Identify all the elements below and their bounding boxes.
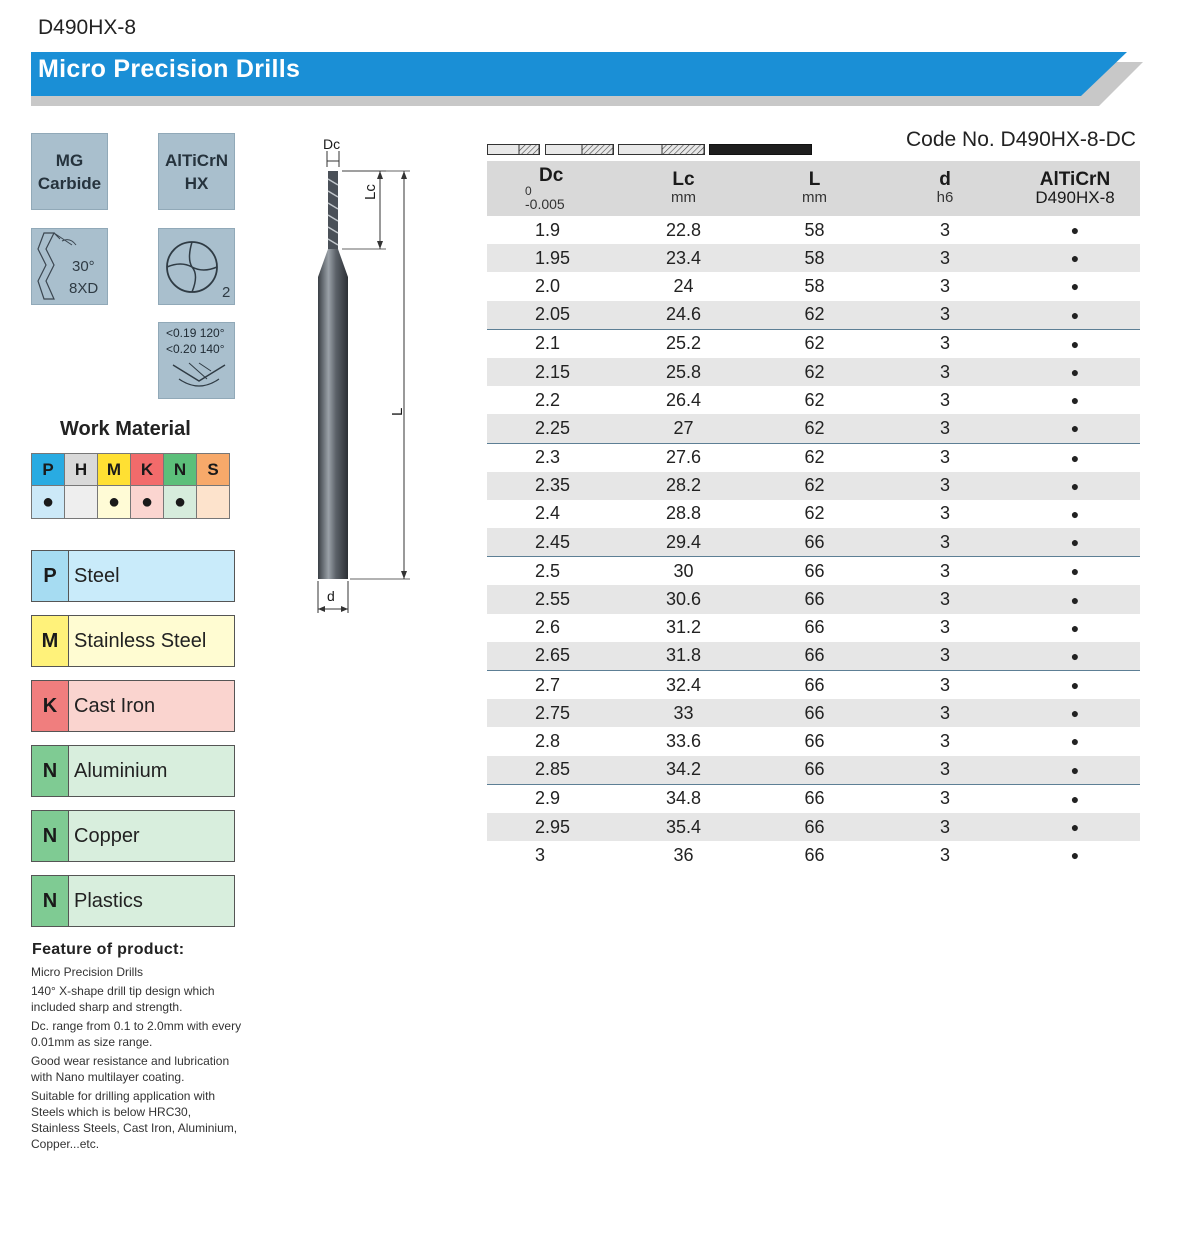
cell-lc: 28.2 (665, 475, 702, 496)
header-dc-tol-upper: 0 (525, 183, 532, 198)
table-row (487, 642, 1140, 671)
cell-dc: 2.8 (535, 730, 561, 751)
work-material-grid (31, 453, 230, 519)
cell-l: 62 (804, 447, 825, 468)
material-code: N (32, 746, 69, 796)
cell-dc: 2.95 (535, 816, 571, 837)
cell-availability: ● (1070, 534, 1080, 551)
cell-availability: ● (1070, 733, 1080, 750)
cell-d: 3 (939, 730, 950, 751)
coating-badge (158, 133, 235, 210)
cell-d: 3 (939, 447, 950, 468)
point-angle-icon (159, 357, 234, 399)
helix-angle-badge (31, 228, 108, 305)
cell-availability: ● (1070, 420, 1080, 437)
material-code: M (32, 616, 69, 666)
wm-code-n: N (164, 454, 197, 486)
cell-l: 58 (804, 219, 825, 240)
cell-availability: ● (1070, 278, 1080, 295)
cell-l: 62 (804, 389, 825, 410)
dim-label-d: d (327, 588, 335, 604)
header-l-label: L (808, 169, 821, 190)
table-row (487, 386, 1140, 414)
table-row (487, 472, 1140, 500)
header-lc-unit: mm (671, 189, 696, 206)
cell-d: 3 (939, 788, 950, 809)
cell-lc: 23.4 (665, 247, 702, 268)
wm-code-p: P (32, 454, 65, 486)
cell-lc: 34.2 (665, 759, 702, 780)
cell-lc: 34.8 (665, 788, 702, 809)
length-ratio-text: 8XD (69, 280, 99, 297)
cell-lc: 24.6 (665, 304, 702, 325)
cell-l: 66 (804, 531, 825, 552)
cell-availability: ● (1070, 449, 1080, 466)
cell-availability: ● (1070, 250, 1080, 267)
cell-dc: 2.45 (535, 531, 571, 552)
table-row (487, 756, 1140, 785)
header-lc-label: Lc (672, 169, 695, 190)
cell-availability: ● (1070, 563, 1080, 580)
cell-lc: 25.2 (665, 333, 702, 354)
material-code: K (32, 681, 69, 731)
cell-dc: 2.85 (535, 759, 571, 780)
table-row (487, 727, 1140, 755)
header-dc-label: Dc (539, 164, 564, 186)
flute-count-badge (158, 228, 235, 305)
cell-l: 62 (804, 333, 825, 354)
cell-lc: 31.2 (665, 617, 702, 638)
wm-mark-p: ● (32, 486, 65, 519)
cell-l: 62 (804, 475, 825, 496)
cell-lc: 27.6 (665, 447, 702, 468)
cell-availability: ● (1070, 335, 1080, 352)
cell-l: 62 (804, 503, 825, 524)
tolerance-120-text: <0.19 120° (166, 326, 225, 340)
cell-d: 3 (939, 333, 950, 354)
cell-d: 3 (939, 503, 950, 524)
cell-dc: 2.05 (535, 304, 571, 325)
point-angle-badge (158, 322, 235, 399)
tolerance-140-text: <0.20 140° (166, 342, 225, 356)
header-dc (487, 161, 618, 216)
wm-code-m: M (98, 454, 131, 486)
material-legend-aluminium (31, 745, 235, 797)
table-row (487, 414, 1140, 443)
cell-availability: ● (1070, 222, 1080, 239)
cell-l: 62 (804, 417, 825, 438)
page-title: Micro Precision Drills (38, 55, 301, 83)
dim-label-dc: Dc (323, 136, 341, 152)
header-d-unit: h6 (936, 189, 954, 206)
cell-d: 3 (939, 361, 950, 382)
cell-availability: ● (1070, 505, 1080, 522)
feature-title: Feature of product: (32, 941, 185, 958)
feature-list (31, 964, 243, 1155)
wm-mark-m: ● (98, 486, 131, 519)
table-row (487, 813, 1140, 841)
cell-dc: 2.4 (535, 503, 561, 524)
header-d (880, 161, 1010, 216)
cell-availability: ● (1070, 306, 1080, 323)
cell-l: 66 (804, 730, 825, 751)
feature-item: 140° X-shape drill tip design which included sharp and strength. (31, 984, 215, 1014)
cell-l: 66 (804, 589, 825, 610)
cell-l: 66 (804, 702, 825, 723)
cell-lc: 26.4 (665, 389, 702, 410)
table-row (487, 671, 1140, 699)
cell-l: 62 (804, 304, 825, 325)
feature-item: Suitable for drilling application with Steels which is below HRC30, Stainless Steels, Cast Iron, Aluminium, Copper...etc. (31, 1089, 238, 1151)
material-legend-plastics (31, 875, 235, 927)
material-code: P (32, 551, 69, 601)
cell-dc: 2.1 (535, 333, 561, 354)
badge-coating-line2: HX (184, 173, 209, 193)
cell-lc: 27 (673, 417, 694, 438)
cell-l: 66 (804, 674, 825, 695)
cell-availability: ● (1070, 392, 1080, 409)
table-row (487, 244, 1140, 272)
cell-l: 66 (804, 788, 825, 809)
cell-lc: 30 (673, 560, 694, 581)
cell-availability: ● (1070, 790, 1080, 807)
wm-code-k: K (131, 454, 164, 486)
cell-availability: ● (1070, 847, 1080, 864)
table-header (487, 161, 1140, 216)
cell-d: 3 (939, 702, 950, 723)
cell-l: 66 (804, 816, 825, 837)
material-name: Plastics (74, 889, 143, 912)
cell-lc: 24 (673, 275, 694, 296)
cell-l: 66 (804, 560, 825, 581)
table-row (487, 272, 1140, 300)
cell-availability: ● (1070, 591, 1080, 608)
cell-lc: 31.8 (665, 645, 702, 666)
cell-availability: ● (1070, 761, 1080, 778)
header-coating-model: D490HX-8 (1035, 188, 1115, 207)
cell-l: 58 (804, 247, 825, 268)
dim-label-l: L (389, 407, 406, 416)
table-row (487, 699, 1140, 727)
cell-availability: ● (1070, 705, 1080, 722)
cell-d: 3 (939, 617, 950, 638)
cell-lc: 30.6 (665, 589, 702, 610)
feature-item: Good wear resistance and lubrication with Nano multilayer coating. (31, 1054, 230, 1084)
helix-angle-text: 30° (72, 258, 95, 275)
size-table (487, 161, 1140, 869)
cell-dc: 2.0 (535, 275, 561, 296)
work-material-marks (32, 486, 230, 519)
wm-mark-h (65, 486, 98, 519)
table-row (487, 444, 1140, 472)
carbide-badge (31, 133, 108, 210)
cell-d: 3 (939, 219, 950, 240)
badge-coating-line1: AlTiCrN (165, 150, 228, 170)
cell-l: 66 (804, 844, 825, 865)
cell-availability: ● (1070, 677, 1080, 694)
material-legend-copper (31, 810, 235, 862)
cell-d: 3 (939, 275, 950, 296)
cell-d: 3 (939, 645, 950, 666)
material-name: Stainless Steel (74, 629, 207, 652)
cell-dc: 2.5 (535, 560, 561, 581)
material-name: Aluminium (74, 759, 168, 782)
shank-type-icons (487, 143, 812, 157)
table-row (487, 785, 1140, 813)
cell-dc: 2.65 (535, 645, 571, 666)
cell-dc: 2.35 (535, 475, 571, 496)
cell-lc: 36 (673, 844, 694, 865)
cell-lc: 33 (673, 702, 694, 723)
cell-l: 66 (804, 617, 825, 638)
cell-dc: 2.55 (535, 589, 571, 610)
cell-dc: 1.95 (535, 247, 571, 268)
cell-d: 3 (939, 417, 950, 438)
cell-availability: ● (1070, 647, 1080, 664)
drill-drawing (300, 135, 430, 615)
cell-d: 3 (939, 560, 950, 581)
cell-l: 62 (804, 361, 825, 382)
cell-d: 3 (939, 389, 950, 410)
cell-l: 58 (804, 275, 825, 296)
cell-d: 3 (939, 531, 950, 552)
model-code: D490HX-8 (38, 16, 137, 39)
cell-dc: 1.9 (535, 219, 561, 240)
header-l-unit: mm (802, 189, 827, 206)
material-code: N (32, 811, 69, 861)
cell-dc: 2.9 (535, 788, 561, 809)
cell-dc: 2.75 (535, 702, 571, 723)
header-coating-label: AlTiCrN (1039, 169, 1111, 190)
table-row (487, 841, 1140, 869)
header-dc-tol-lower: -0.005 (525, 195, 565, 212)
material-legend-cast-iron (31, 680, 235, 732)
cell-dc: 2.25 (535, 417, 571, 438)
badge-material-line1: MG (55, 150, 84, 170)
material-name: Steel (74, 564, 120, 587)
cell-lc: 25.8 (665, 361, 702, 382)
header-l (749, 161, 880, 216)
material-code: N (32, 876, 69, 926)
badge-material-line2: Carbide (37, 173, 102, 193)
table-row (487, 528, 1140, 557)
header-d-label: d (939, 169, 951, 190)
table-body (487, 216, 1140, 869)
cell-d: 3 (939, 589, 950, 610)
table-row (487, 614, 1140, 642)
table-row (487, 585, 1140, 613)
cell-d: 3 (939, 475, 950, 496)
cell-availability: ● (1070, 364, 1080, 381)
cell-dc: 2.2 (535, 389, 561, 410)
cell-availability: ● (1070, 477, 1080, 494)
cell-l: 66 (804, 645, 825, 666)
wm-code-h: H (65, 454, 98, 486)
cell-lc: 22.8 (665, 219, 702, 240)
table-row (487, 557, 1140, 585)
cell-l: 66 (804, 759, 825, 780)
table-row (487, 500, 1140, 528)
material-legend-steel (31, 550, 235, 602)
cell-dc: 3 (535, 844, 546, 865)
cell-d: 3 (939, 304, 950, 325)
work-material-codes (32, 454, 230, 486)
wm-code-s: S (197, 454, 230, 486)
header-lc (618, 161, 749, 216)
cell-lc: 35.4 (665, 816, 702, 837)
cell-availability: ● (1070, 819, 1080, 836)
cell-dc: 2.6 (535, 617, 561, 638)
cell-dc: 2.7 (535, 674, 561, 695)
material-legend-stainless-steel (31, 615, 235, 667)
table-row (487, 301, 1140, 330)
cell-d: 3 (939, 674, 950, 695)
cell-dc: 2.15 (535, 361, 571, 382)
cell-lc: 29.4 (665, 531, 702, 552)
table-row (487, 330, 1140, 358)
material-name: Copper (74, 824, 140, 847)
flute-count-text: 2 (222, 284, 231, 301)
code-number: Code No. D490HX-8-DC (906, 128, 1136, 151)
cell-d: 3 (939, 844, 950, 865)
feature-item: Micro Precision Drills (31, 965, 144, 979)
cell-dc: 2.3 (535, 447, 561, 468)
cell-d: 3 (939, 816, 950, 837)
wm-mark-k: ● (131, 486, 164, 519)
cell-lc: 33.6 (665, 730, 702, 751)
cell-lc: 28.8 (665, 503, 702, 524)
cell-availability: ● (1070, 619, 1080, 636)
wm-mark-s (197, 486, 230, 519)
feature-item: Dc. range from 0.1 to 2.0mm with every 0.01mm as size range. (31, 1019, 242, 1049)
cell-lc: 32.4 (665, 674, 702, 695)
table-row (487, 216, 1140, 244)
header-coating (1010, 161, 1140, 216)
table-row (487, 358, 1140, 386)
work-material-title: Work Material (60, 418, 191, 440)
wm-mark-n: ● (164, 486, 197, 519)
cell-d: 3 (939, 247, 950, 268)
material-name: Cast Iron (74, 694, 156, 717)
cell-d: 3 (939, 759, 950, 780)
dim-label-lc: Lc (362, 184, 379, 200)
